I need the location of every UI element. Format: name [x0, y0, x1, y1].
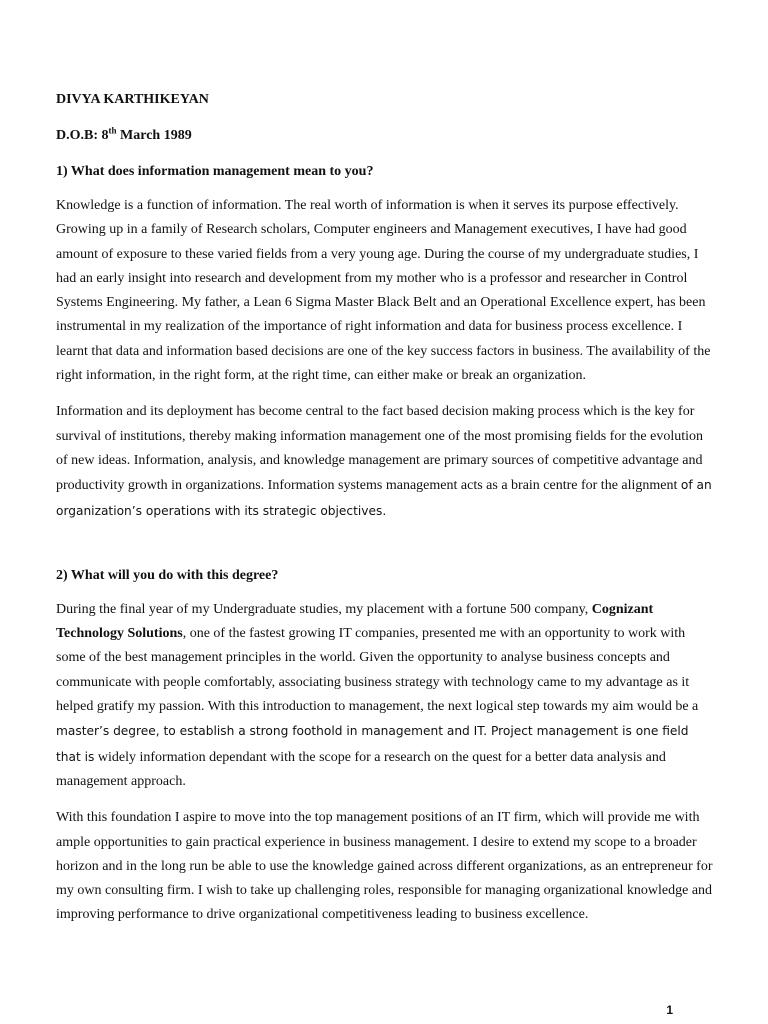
- page-number: 1: [666, 1003, 673, 1017]
- date-of-birth: [56, 126, 716, 146]
- dob-ordinal-suffix: th: [108, 125, 117, 136]
- company-name: Cognizant Technology Solutions: [56, 601, 654, 642]
- dob-month-year: March 1989: [116, 128, 192, 143]
- document-body: [56, 90, 716, 928]
- answer-1-paragraph-2: [56, 400, 716, 523]
- answer-1-paragraph-2-text: Information and its deployment has become central to the fact based decision making process which is the key for survival of institutions, thereby making information management one of the most promising fields for the evolution of new ideas. Information, analysis, and knowledge management are primary sources of competitive advantage and productivity growth in organizations. Information systems management acts as a brain centre for the alignment: [56, 404, 703, 494]
- dob-label: D.O.B: 8: [56, 128, 109, 143]
- answer-2-paragraph-1-sans-text: master’s degree, to establish a strong foothold in management and IT. Project management is one field that is: [56, 724, 689, 764]
- applicant-name: DIVYA KARTHIKEYAN: [56, 92, 209, 107]
- answer-2-paragraph-1-start: During the final year of my Undergraduate studies, my placement with a fortune 500 company,: [56, 601, 592, 617]
- answer-1-paragraph-2-sans-text: of an organization’s operations with its strategic objectives.: [56, 478, 712, 518]
- answer-2-paragraph-1-middle: , one of the fastest growing IT companies, presented me with an opportunity to work with some of the best management principles in the world. Given the opportunity to analyse business concepts and communicate with people comfortably, associating business strategy with technology came to my advantage as it helped gratify my passion. With this introduction to management, the next logical step towards my aim would be a: [56, 626, 699, 715]
- answer-2-paragraph-1-end: widely information dependant with the scope for a research on the quest for a better data analysis and management approach.: [56, 749, 666, 789]
- answer-1-paragraph-1: Knowledge is a function of information. The real worth of information is when it serves its purpose effectively. Growing up in a family of Research scholars, Computer engineers and Management executives, I have had good amount of exposure to these varied fields from a very young age. During the course of my undergraduate studies, I had an early insight into research and development from my mother who is a professor and researcher in Control Systems Engineering. My father, a Lean 6 Sigma Master Black Belt and an Operational Excellence expert, has been instrumental in my realization of the importance of right information and data for business process excellence. I learnt that data and information based decisions are one of the key success factors in business. The availability of the right information, in the right form, at the right time, can either make or break an organization.: [56, 198, 711, 384]
- answer-2-paragraph-1: [56, 598, 716, 794]
- answer-2-paragraph-2: With this foundation I aspire to move into the top management positions of an IT firm, which will provide me with ample opportunities to gain practical experience in business management. I desire to extend my scope to a broader horizon and in the long run be able to use the knowledge gained across different organizations, as an entrepreneur for my own consulting firm. I wish to take up challenging roles, responsible for managing organizational knowledge and improving performance to drive organizational competitiveness leading to business excellence.: [56, 810, 713, 923]
- question-2-heading: 2) What will you do with this degree?: [56, 567, 279, 583]
- question-1-heading: 1) What does information management mean to you?: [56, 164, 374, 179]
